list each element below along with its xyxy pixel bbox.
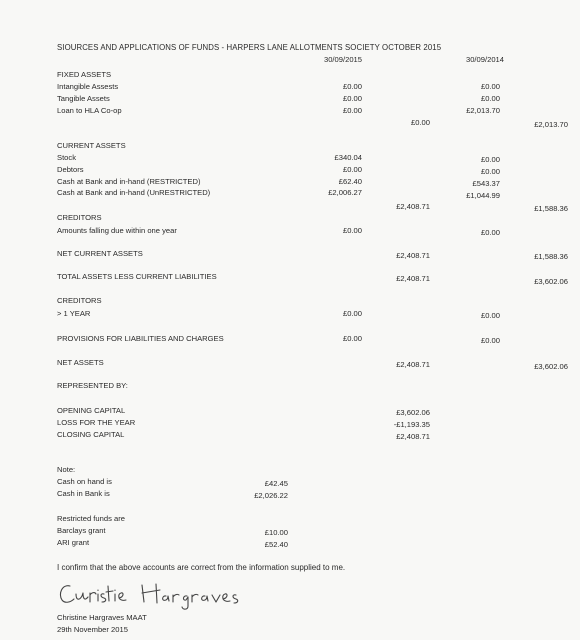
fixed-assets-heading: FIXED ASSETS	[57, 70, 112, 79]
current-asset-label: Stock	[57, 153, 76, 162]
current-asset-2015: £340.04	[334, 153, 362, 162]
net-assets-label: NET ASSETS	[57, 358, 104, 367]
current-assets-total-2015: £2,408.71	[396, 202, 430, 211]
total-assets-2015: £2,408.71	[396, 274, 430, 283]
restricted-fund-label: Barclays grant	[57, 526, 106, 535]
net-assets-2014: £3,602.06	[534, 362, 568, 371]
fixed-asset-2014: £2,013.70	[466, 106, 500, 115]
fixed-asset-2014: £0.00	[480, 94, 500, 103]
fixed-asset-2014: £0.00	[480, 82, 500, 91]
note-heading: Note:	[57, 465, 76, 474]
total-assets-label: TOTAL ASSETS LESS CURRENT LIABILITIES	[57, 272, 217, 281]
fixed-asset-2015: £0.00	[342, 94, 362, 103]
signature-date: 29th November 2015	[57, 625, 128, 634]
capital-value: -£1,193.35	[393, 420, 430, 429]
current-asset-label: Debtors	[57, 165, 84, 174]
fixed-assets-total-2014: £2,013.70	[534, 120, 568, 129]
note-cash-label: Cash on hand is	[57, 477, 112, 486]
date-2014-header: 30/09/2014	[465, 55, 504, 64]
current-asset-2015: £62.40	[338, 177, 362, 186]
capital-value: £2,408.71	[396, 432, 430, 441]
creditors-over-year-label: > 1 YEAR	[57, 309, 91, 318]
net-current-assets-2014: £1,588.36	[534, 252, 568, 261]
current-asset-2014: £0.00	[480, 155, 500, 164]
creditors-over-year-2015: £0.00	[342, 309, 362, 318]
current-asset-2014: £0.00	[480, 167, 500, 176]
current-asset-label: Cash at Bank and in-hand (RESTRICTED)	[57, 177, 201, 186]
fixed-asset-2015: £0.00	[342, 106, 362, 115]
capital-label: LOSS FOR THE YEAR	[57, 418, 136, 427]
page-title: SIOURCES AND APPLICATIONS OF FUNDS - HARPERS LANE ALLOTMENTS SOCIETY OCTOBER 2015	[57, 43, 442, 52]
provisions-label: PROVISIONS FOR LIABILITIES AND CHARGES	[57, 334, 224, 343]
note-cash-value: £2,026.22	[254, 491, 288, 500]
creditors-heading: CREDITORS	[57, 213, 102, 222]
represented-by-heading: REPRESENTED BY:	[57, 381, 128, 390]
fixed-asset-label: Loan to HLA Co-op	[57, 106, 122, 115]
current-asset-label: Cash at Bank and in-hand (UnRESTRICTED)	[57, 188, 211, 197]
note-cash-label: Cash in Bank is	[57, 489, 110, 498]
note-cash-value: £42.45	[264, 479, 288, 488]
restricted-fund-label: ARI grant	[57, 538, 90, 547]
current-asset-2015: £2,006.27	[328, 188, 362, 197]
net-assets-2015: £2,408.71	[396, 360, 430, 369]
fixed-asset-label: Intangible Assests	[57, 82, 119, 91]
fixed-asset-label: Tangible Assets	[57, 94, 110, 103]
total-assets-2014: £3,602.06	[534, 277, 568, 286]
current-asset-2015: £0.00	[342, 165, 362, 174]
handwritten-signature	[56, 576, 276, 612]
fixed-asset-2015: £0.00	[342, 82, 362, 91]
capital-value: £3,602.06	[396, 408, 430, 417]
current-assets-heading: CURRENT ASSETS	[57, 141, 126, 150]
creditors-within-year-2014: £0.00	[480, 228, 500, 237]
creditors-over-year-2014: £0.00	[480, 311, 500, 320]
creditors-long-heading: CREDITORS	[57, 296, 102, 305]
capital-label: CLOSING CAPITAL	[57, 430, 125, 439]
provisions-2014: £0.00	[480, 336, 500, 345]
current-assets-total-2014: £1,588.36	[534, 204, 568, 213]
restricted-fund-value: £10.00	[264, 528, 288, 537]
fixed-assets-total-2015: £0.00	[410, 118, 430, 127]
net-current-assets-label: NET CURRENT ASSETS	[57, 249, 143, 258]
restricted-funds-heading: Restricted funds are	[57, 514, 125, 523]
provisions-2015: £0.00	[342, 334, 362, 343]
restricted-fund-value: £52.40	[264, 540, 288, 549]
current-asset-2014: £543.37	[472, 179, 500, 188]
confirmation-statement: I confirm that the above accounts are correct from the information supplied to me.	[57, 563, 346, 572]
creditors-within-year-label: Amounts falling due within one year	[57, 226, 177, 235]
creditors-within-year-2015: £0.00	[342, 226, 362, 235]
date-2015-header: 30/09/2015	[323, 55, 362, 64]
current-asset-2014: £1,044.99	[466, 191, 500, 200]
capital-label: OPENING CAPITAL	[57, 406, 126, 415]
net-current-assets-2015: £2,408.71	[396, 251, 430, 260]
signatory-name: Christine Hargraves MAAT	[57, 613, 147, 622]
